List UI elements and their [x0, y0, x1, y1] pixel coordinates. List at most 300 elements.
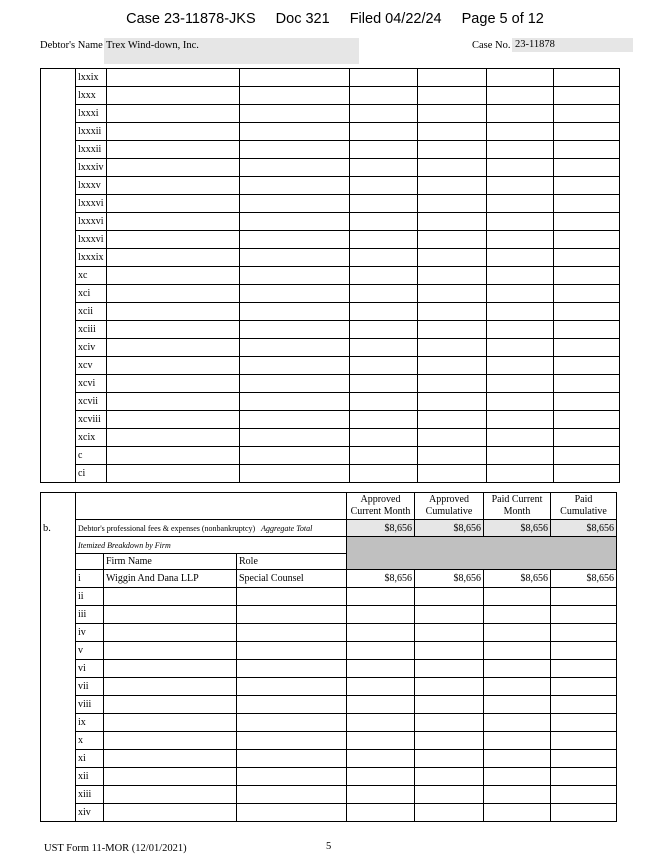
filed-date-header: Filed 04/22/24 — [349, 11, 442, 27]
firm-name-cell[interactable] — [106, 141, 239, 159]
debtor-info-row — [0, 38, 670, 64]
section-margin-cell — [41, 678, 76, 696]
paid-cumulative-cell[interactable] — [551, 714, 617, 732]
section-margin-cell — [41, 493, 76, 520]
role-cell[interactable] — [239, 285, 349, 303]
paid-current-month-cell[interactable] — [484, 696, 551, 714]
approved-current-month-cell[interactable] — [349, 303, 417, 321]
firm-name-cell[interactable] — [104, 624, 237, 642]
section-margin-cell — [41, 123, 76, 141]
firm-name-cell[interactable] — [106, 321, 239, 339]
paid-current-month-cell[interactable] — [484, 606, 551, 624]
approved-current-month-cell[interactable] — [349, 285, 417, 303]
paid-cumulative-cell[interactable] — [553, 411, 619, 429]
firm-name-cell[interactable] — [106, 87, 239, 105]
paid-current-month-cell[interactable] — [484, 732, 551, 750]
role-cell[interactable] — [239, 465, 349, 483]
approved-cumulative-cell[interactable] — [417, 87, 486, 105]
header-approved-cumulative: Approved Cumulative — [415, 493, 484, 520]
role-cell[interactable] — [239, 447, 349, 465]
role-cell[interactable] — [239, 105, 349, 123]
paid-current-month-cell[interactable] — [484, 642, 551, 660]
approved-cumulative-cell[interactable] — [417, 123, 486, 141]
table-row — [41, 357, 620, 375]
section-margin-cell — [41, 804, 76, 822]
approved-cumulative-cell[interactable] — [417, 411, 486, 429]
table-row — [41, 642, 617, 660]
approved-current-month-cell[interactable] — [349, 87, 417, 105]
paid-current-month-cell[interactable] — [486, 69, 553, 87]
section-letter: b. — [41, 520, 76, 537]
approved-current-month-cell[interactable] — [349, 393, 417, 411]
approved-current-month-cell[interactable] — [349, 375, 417, 393]
section-margin-cell — [41, 714, 76, 732]
role-cell[interactable] — [239, 69, 349, 87]
aggregate-approved-current-month[interactable]: $8,656 — [347, 520, 415, 537]
section-margin-cell — [41, 732, 76, 750]
approved-cumulative-cell[interactable] — [415, 732, 484, 750]
paid-cumulative-cell[interactable] — [553, 195, 619, 213]
approved-cumulative-cell[interactable] — [417, 465, 486, 483]
paid-current-month-cell[interactable] — [484, 804, 551, 822]
role-cell[interactable] — [239, 159, 349, 177]
itemized-label-row — [41, 537, 617, 554]
section-margin-cell — [41, 195, 76, 213]
paid-cumulative-cell[interactable] — [551, 750, 617, 768]
approved-current-month-cell[interactable] — [347, 624, 415, 642]
approved-current-month-cell[interactable] — [347, 588, 415, 606]
paid-current-month-cell[interactable] — [486, 321, 553, 339]
paid-cumulative-cell[interactable] — [553, 267, 619, 285]
continued-fees-table — [40, 68, 620, 483]
approved-current-month-cell[interactable]: $8,656 — [347, 570, 415, 588]
approved-cumulative-cell[interactable] — [415, 588, 484, 606]
firm-name-cell[interactable] — [106, 303, 239, 321]
approved-current-month-cell[interactable] — [347, 606, 415, 624]
paid-cumulative-cell[interactable] — [553, 357, 619, 375]
approved-current-month-cell[interactable] — [349, 141, 417, 159]
role-cell[interactable] — [239, 429, 349, 447]
approved-cumulative-cell[interactable] — [417, 69, 486, 87]
role-cell[interactable] — [237, 768, 347, 786]
role-cell[interactable] — [239, 249, 349, 267]
paid-current-month-cell[interactable] — [486, 249, 553, 267]
paid-current-month-cell[interactable] — [486, 231, 553, 249]
paid-current-month-cell[interactable] — [484, 714, 551, 732]
approved-cumulative-cell[interactable] — [417, 303, 486, 321]
firm-name-cell[interactable] — [106, 447, 239, 465]
paid-cumulative-cell[interactable] — [553, 303, 619, 321]
approved-cumulative-cell[interactable] — [417, 159, 486, 177]
row-index: xcviii — [76, 411, 107, 429]
firm-name-cell[interactable] — [106, 393, 239, 411]
paid-current-month-cell[interactable] — [486, 447, 553, 465]
approved-current-month-cell[interactable] — [347, 732, 415, 750]
table-row — [41, 339, 620, 357]
approved-cumulative-cell[interactable] — [417, 105, 486, 123]
paid-current-month-cell[interactable] — [486, 465, 553, 483]
firm-name-cell[interactable] — [104, 606, 237, 624]
approved-current-month-cell[interactable] — [349, 69, 417, 87]
row-index: xc — [76, 267, 107, 285]
paid-cumulative-cell[interactable]: $8,656 — [551, 570, 617, 588]
role-cell[interactable] — [239, 87, 349, 105]
firm-name-cell[interactable] — [104, 768, 237, 786]
approved-current-month-cell[interactable] — [349, 429, 417, 447]
approved-cumulative-cell[interactable] — [417, 357, 486, 375]
table-row — [41, 195, 620, 213]
firm-name-cell[interactable] — [104, 786, 237, 804]
page-count-header: Page 5 of 12 — [461, 11, 544, 27]
paid-cumulative-cell[interactable] — [553, 69, 619, 87]
paid-current-month-cell[interactable] — [486, 213, 553, 231]
paid-cumulative-cell[interactable] — [553, 105, 619, 123]
role-cell[interactable] — [239, 177, 349, 195]
section-margin-cell — [41, 750, 76, 768]
paid-current-month-cell[interactable] — [486, 393, 553, 411]
approved-cumulative-cell[interactable] — [417, 429, 486, 447]
approved-current-month-cell[interactable] — [347, 786, 415, 804]
role-cell[interactable] — [237, 732, 347, 750]
approved-cumulative-cell[interactable] — [415, 804, 484, 822]
paid-current-month-cell[interactable] — [484, 678, 551, 696]
paid-cumulative-cell[interactable] — [553, 465, 619, 483]
role-cell[interactable] — [237, 624, 347, 642]
firm-name-cell[interactable] — [106, 249, 239, 267]
firm-name-cell[interactable] — [106, 69, 239, 87]
paid-current-month-cell[interactable] — [486, 285, 553, 303]
paid-cumulative-cell[interactable] — [553, 375, 619, 393]
table-row — [41, 465, 620, 483]
approved-current-month-cell[interactable] — [347, 804, 415, 822]
firm-name-cell[interactable] — [104, 696, 237, 714]
section-margin-cell — [41, 213, 76, 231]
paid-current-month-cell[interactable] — [486, 429, 553, 447]
section-margin-cell — [41, 588, 76, 606]
debtor-name-label: Debtor's Name — [40, 40, 103, 51]
approved-cumulative-cell[interactable] — [415, 678, 484, 696]
approved-cumulative-cell[interactable] — [417, 141, 486, 159]
paid-cumulative-cell[interactable] — [551, 660, 617, 678]
approved-current-month-cell[interactable] — [347, 768, 415, 786]
row-index: i — [76, 570, 104, 588]
firm-name-cell[interactable] — [106, 267, 239, 285]
table-row — [41, 177, 620, 195]
table-row — [41, 249, 620, 267]
paid-cumulative-cell[interactable] — [553, 321, 619, 339]
table-row — [41, 411, 620, 429]
role-cell[interactable] — [237, 588, 347, 606]
approved-current-month-cell[interactable] — [349, 105, 417, 123]
professional-fees-table — [40, 492, 617, 822]
paid-current-month-cell[interactable] — [486, 177, 553, 195]
section-margin-cell — [41, 141, 76, 159]
section-margin-cell — [41, 465, 76, 483]
approved-cumulative-cell[interactable] — [415, 714, 484, 732]
role-cell[interactable] — [239, 393, 349, 411]
paid-cumulative-cell[interactable] — [553, 141, 619, 159]
approved-cumulative-cell[interactable]: $8,656 — [415, 570, 484, 588]
section-margin-cell — [41, 267, 76, 285]
approved-cumulative-cell[interactable] — [415, 768, 484, 786]
section-margin-cell — [41, 357, 76, 375]
paid-current-month-cell[interactable] — [486, 411, 553, 429]
firm-name-cell[interactable] — [106, 411, 239, 429]
paid-current-month-cell[interactable] — [484, 786, 551, 804]
firm-name-cell[interactable] — [106, 231, 239, 249]
paid-cumulative-cell[interactable] — [553, 87, 619, 105]
paid-current-month-cell[interactable] — [486, 141, 553, 159]
approved-current-month-cell[interactable] — [349, 339, 417, 357]
role-cell[interactable]: Special Counsel — [237, 570, 347, 588]
firm-name-header: Firm Name — [104, 554, 237, 570]
paid-current-month-cell[interactable] — [486, 267, 553, 285]
firm-name-cell[interactable] — [104, 678, 237, 696]
role-cell[interactable] — [237, 606, 347, 624]
role-cell[interactable] — [239, 357, 349, 375]
firm-name-cell[interactable] — [106, 159, 239, 177]
paid-current-month-cell[interactable] — [486, 123, 553, 141]
paid-current-month-cell[interactable] — [486, 357, 553, 375]
row-index: xcvii — [76, 393, 107, 411]
firm-name-cell[interactable] — [104, 804, 237, 822]
row-index: ii — [76, 588, 104, 606]
role-cell[interactable] — [239, 267, 349, 285]
paid-cumulative-cell[interactable] — [551, 804, 617, 822]
paid-cumulative-cell[interactable] — [551, 642, 617, 660]
table-row — [41, 231, 620, 249]
approved-cumulative-cell[interactable] — [417, 231, 486, 249]
approved-current-month-cell[interactable] — [347, 678, 415, 696]
approved-current-month-cell[interactable] — [347, 750, 415, 768]
approved-current-month-cell[interactable] — [349, 159, 417, 177]
role-cell[interactable] — [239, 339, 349, 357]
approved-current-month-cell[interactable] — [349, 447, 417, 465]
firm-name-cell[interactable] — [106, 429, 239, 447]
paid-cumulative-cell[interactable] — [553, 123, 619, 141]
aggregate-paid-cumulative[interactable]: $8,656 — [551, 520, 617, 537]
paid-current-month-cell[interactable] — [484, 624, 551, 642]
firm-name-cell[interactable] — [106, 285, 239, 303]
approved-cumulative-cell[interactable] — [415, 750, 484, 768]
paid-cumulative-cell[interactable] — [553, 447, 619, 465]
paid-cumulative-cell[interactable] — [551, 696, 617, 714]
approved-current-month-cell[interactable] — [349, 213, 417, 231]
firm-name-cell[interactable] — [106, 357, 239, 375]
role-cell[interactable] — [239, 303, 349, 321]
role-cell[interactable] — [237, 804, 347, 822]
approved-current-month-cell[interactable] — [349, 321, 417, 339]
approved-cumulative-cell[interactable] — [417, 375, 486, 393]
paid-current-month-cell[interactable] — [486, 159, 553, 177]
approved-cumulative-cell[interactable] — [415, 624, 484, 642]
paid-cumulative-cell[interactable] — [551, 732, 617, 750]
paid-current-month-cell[interactable] — [484, 588, 551, 606]
paid-cumulative-cell[interactable] — [553, 429, 619, 447]
role-cell[interactable] — [237, 714, 347, 732]
approved-cumulative-cell[interactable] — [415, 642, 484, 660]
table-row — [41, 606, 617, 624]
aggregate-approved-cumulative[interactable]: $8,656 — [415, 520, 484, 537]
case-number-header: Case 23-11878-JKS — [126, 11, 256, 27]
table-row — [41, 105, 620, 123]
firm-name-cell[interactable] — [106, 177, 239, 195]
role-cell[interactable] — [239, 123, 349, 141]
table-row — [41, 321, 620, 339]
role-cell[interactable] — [239, 195, 349, 213]
paid-cumulative-cell[interactable] — [553, 285, 619, 303]
approved-cumulative-cell[interactable] — [417, 195, 486, 213]
approved-cumulative-cell[interactable] — [417, 285, 486, 303]
approved-cumulative-cell[interactable] — [415, 786, 484, 804]
firm-name-cell[interactable] — [104, 750, 237, 768]
role-cell[interactable] — [237, 642, 347, 660]
row-index: lxxix — [76, 69, 107, 87]
firm-name-cell[interactable] — [104, 588, 237, 606]
section-margin-cell — [41, 231, 76, 249]
row-index: xcii — [76, 303, 107, 321]
row-index: c — [76, 447, 107, 465]
role-cell[interactable] — [237, 660, 347, 678]
table-row — [41, 768, 617, 786]
paid-current-month-cell[interactable] — [484, 660, 551, 678]
paid-current-month-cell[interactable]: $8,656 — [484, 570, 551, 588]
paid-cumulative-cell[interactable] — [551, 678, 617, 696]
approved-cumulative-cell[interactable] — [415, 660, 484, 678]
firm-name-cell[interactable] — [106, 213, 239, 231]
section-margin-cell — [41, 285, 76, 303]
role-cell[interactable] — [237, 678, 347, 696]
firm-name-cell[interactable] — [104, 714, 237, 732]
section-margin-cell — [41, 429, 76, 447]
approved-cumulative-cell[interactable] — [417, 177, 486, 195]
role-cell[interactable] — [239, 141, 349, 159]
paid-cumulative-cell[interactable] — [553, 159, 619, 177]
section-margin-cell — [41, 570, 76, 588]
approved-current-month-cell[interactable] — [349, 195, 417, 213]
table-row — [41, 714, 617, 732]
section-margin-cell — [41, 624, 76, 642]
paid-cumulative-cell[interactable] — [551, 624, 617, 642]
approved-cumulative-cell[interactable] — [417, 321, 486, 339]
paid-current-month-cell[interactable] — [486, 87, 553, 105]
approved-current-month-cell[interactable] — [349, 465, 417, 483]
approved-current-month-cell[interactable] — [349, 231, 417, 249]
table-row — [41, 159, 620, 177]
paid-cumulative-cell[interactable] — [551, 768, 617, 786]
paid-cumulative-cell[interactable] — [553, 249, 619, 267]
approved-cumulative-cell[interactable] — [415, 606, 484, 624]
section-margin-cell — [41, 537, 76, 554]
section-margin-cell — [41, 768, 76, 786]
blank-header-cell — [76, 493, 347, 520]
role-cell[interactable] — [239, 231, 349, 249]
role-cell[interactable] — [237, 750, 347, 768]
section-margin-cell — [41, 87, 76, 105]
firm-name-cell[interactable] — [104, 732, 237, 750]
aggregate-label-cell — [76, 520, 347, 537]
paid-current-month-cell[interactable] — [484, 750, 551, 768]
column-header-row — [41, 493, 617, 520]
row-index: lxxx — [76, 87, 107, 105]
firm-name-cell[interactable]: Wiggin And Dana LLP — [104, 570, 237, 588]
approved-cumulative-cell[interactable] — [417, 447, 486, 465]
case-number-field[interactable]: 23-11878 — [512, 38, 633, 52]
paid-cumulative-cell[interactable] — [553, 339, 619, 357]
approved-cumulative-cell[interactable] — [417, 267, 486, 285]
paid-cumulative-cell[interactable] — [553, 213, 619, 231]
firm-name-cell[interactable] — [104, 660, 237, 678]
approved-cumulative-cell[interactable] — [417, 339, 486, 357]
paid-cumulative-cell[interactable] — [551, 786, 617, 804]
section-margin-cell — [41, 69, 76, 87]
paid-cumulative-cell[interactable] — [551, 588, 617, 606]
approved-current-month-cell[interactable] — [349, 249, 417, 267]
paid-cumulative-cell[interactable] — [553, 231, 619, 249]
approved-current-month-cell[interactable] — [349, 123, 417, 141]
firm-name-cell[interactable] — [106, 339, 239, 357]
debtor-name-field[interactable]: Trex Wind-down, Inc. — [104, 38, 359, 64]
header-paid-current-month: Paid Current Month — [484, 493, 551, 520]
section-margin-cell — [41, 375, 76, 393]
aggregate-row — [41, 520, 617, 537]
firm-name-cell[interactable] — [104, 642, 237, 660]
firm-name-cell[interactable] — [106, 375, 239, 393]
paid-current-month-cell[interactable] — [486, 339, 553, 357]
firm-name-cell[interactable] — [106, 105, 239, 123]
approved-current-month-cell[interactable] — [349, 411, 417, 429]
section-margin-cell — [41, 339, 76, 357]
paid-current-month-cell[interactable] — [486, 303, 553, 321]
table-row — [41, 375, 620, 393]
section-margin-cell — [41, 447, 76, 465]
paid-cumulative-cell[interactable] — [553, 177, 619, 195]
paid-current-month-cell[interactable] — [486, 105, 553, 123]
paid-current-month-cell[interactable] — [486, 195, 553, 213]
role-cell[interactable] — [239, 213, 349, 231]
row-index: x — [76, 732, 104, 750]
approved-current-month-cell[interactable] — [349, 267, 417, 285]
paid-current-month-cell[interactable] — [486, 375, 553, 393]
table-row — [41, 678, 617, 696]
approved-current-month-cell[interactable] — [347, 714, 415, 732]
firm-name-cell[interactable] — [106, 123, 239, 141]
paid-cumulative-cell[interactable] — [553, 393, 619, 411]
table-row — [41, 213, 620, 231]
approved-cumulative-cell[interactable] — [417, 393, 486, 411]
approved-cumulative-cell[interactable] — [417, 249, 486, 267]
approved-current-month-cell[interactable] — [349, 357, 417, 375]
approved-cumulative-cell[interactable] — [415, 696, 484, 714]
role-cell[interactable] — [239, 321, 349, 339]
aggregate-paid-current-month[interactable]: $8,656 — [484, 520, 551, 537]
paid-cumulative-cell[interactable] — [551, 606, 617, 624]
table-row — [41, 588, 617, 606]
role-cell[interactable] — [239, 375, 349, 393]
approved-cumulative-cell[interactable] — [417, 213, 486, 231]
firm-name-cell[interactable] — [106, 195, 239, 213]
approved-current-month-cell[interactable] — [347, 696, 415, 714]
role-cell[interactable] — [237, 696, 347, 714]
approved-current-month-cell[interactable] — [349, 177, 417, 195]
firm-name-cell[interactable] — [106, 465, 239, 483]
role-cell[interactable] — [237, 786, 347, 804]
role-cell[interactable] — [239, 411, 349, 429]
row-index: xciv — [76, 339, 107, 357]
paid-current-month-cell[interactable] — [484, 768, 551, 786]
approved-current-month-cell[interactable] — [347, 660, 415, 678]
approved-current-month-cell[interactable] — [347, 642, 415, 660]
